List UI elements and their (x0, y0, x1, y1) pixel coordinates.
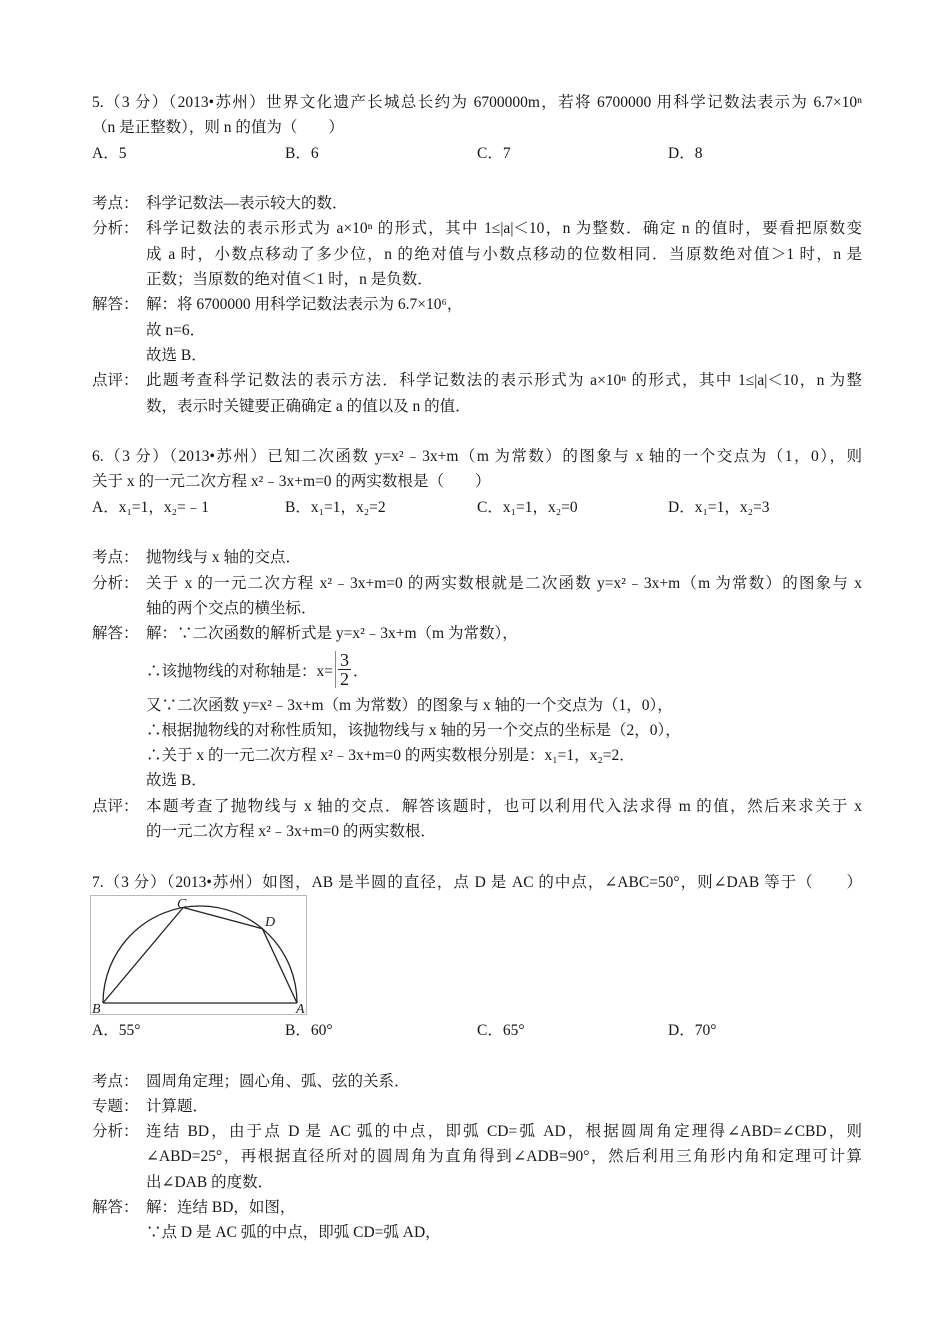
section-body (146, 1069, 862, 1094)
section-line: 的一元二次方程 x²﹣3x+m=0 的两实数根． (146, 823, 436, 841)
section-line: ∵点 D 是 AC 弧的中点，即弧 CD=弧 AD， (146, 1224, 441, 1242)
semicircle-diagram (91, 896, 306, 1014)
section-line: 故 n=6． (146, 321, 206, 339)
option-b: B．x₁=1，x₂=2 (285, 498, 386, 516)
point-label-a: A (296, 1001, 305, 1014)
fenxi-section (92, 1119, 950, 1195)
section-line: ∴根据抛物线的对称性质知，该抛物线与 x 轴的另一个交点的坐标是（2，0）， (146, 721, 681, 739)
question-stem (92, 444, 950, 495)
section-line: 出∠DAB 的度数． (146, 1173, 274, 1191)
dianping-section (92, 794, 950, 845)
section-body (146, 1119, 862, 1195)
option-c: C．x₁=1，x₂=0 (477, 498, 578, 516)
section-line: 解：将 6700000 用科学记数法表示为 6.7×10⁶， (146, 296, 463, 314)
kaodian-section (92, 191, 950, 216)
section-line: 又∵二次函数 y=x²﹣3x+m（m 为常数）的图象与 x 轴的一个交点为（1，0）， (146, 696, 673, 714)
section-label: 考点： (92, 549, 139, 567)
option-d: D．x₁=1，x₂=3 (668, 498, 770, 516)
chord-da (262, 929, 297, 1003)
axis-of-symmetry-line (146, 647, 862, 693)
question-7 (92, 870, 950, 1246)
section-line: 抛物线与 x 轴的交点． (146, 549, 302, 567)
stem-line: 7.（3 分）（2013•苏州）如图，AB 是半圆的直径，点 D 是 AC 的中点，∠ABC=50°，则∠DAB 等于（ ） (92, 873, 862, 891)
stem-line: 5.（3 分）（2013•苏州）世界文化遗产长城总长约为 6700000m，若将 6700000 用科学记数法表示为 6.7×10ⁿ (92, 94, 862, 111)
section-label: 分析： (92, 220, 139, 238)
section-label: 专题： (92, 1097, 139, 1115)
section-label: 解答： (92, 625, 139, 643)
option-b: B．6 (285, 144, 319, 162)
section-body (146, 1094, 862, 1119)
section-label: 点评： (92, 797, 139, 815)
section-body (146, 621, 862, 793)
options-row (92, 1018, 950, 1043)
option-a: A．x₁=1，x₂=﹣1 (92, 498, 209, 516)
fraction (335, 651, 351, 688)
option-d: D．8 (668, 144, 703, 162)
section-label: 分析： (92, 1123, 139, 1141)
jieda-section (92, 1195, 950, 1246)
fenxi-section (92, 216, 950, 292)
kaodian-section (92, 545, 950, 570)
section-line: 故选 B． (146, 346, 207, 364)
jieda-section (92, 292, 950, 368)
section-line: 解：连结 BD，如图， (146, 1198, 296, 1216)
section-line: 成 a 时，小数点移动了多少位，n 的绝对值与小数点移动的位数相同．当原数绝对值＞1 时，n 是 (146, 245, 862, 263)
semicircle-figure (90, 895, 307, 1015)
kaodian-section (92, 1069, 950, 1094)
option-b: B．60° (285, 1021, 333, 1039)
point-label-b: B (92, 1001, 101, 1014)
section-line: 本题考查了抛物线与 x 轴的交点．解答该题时，也可以利用代入法求得 m 的值，然后来求关于 x (146, 797, 862, 815)
question-6 (92, 444, 950, 844)
point-label-d: D (265, 914, 276, 930)
section-body (146, 794, 862, 845)
section-line: 计算题． (146, 1097, 209, 1115)
stem-line: 6.（3 分）（2013•苏州）已知二次函数 y=x²﹣3x+m（m 为常数）的图象与 x 轴的一个交点为（1，0），则 (92, 448, 862, 466)
options-row (92, 495, 950, 520)
option-c: C．7 (477, 144, 511, 162)
section-line: 轴的两个交点的横坐标． (146, 599, 317, 617)
stem-line: 关于 x 的一元二次方程 x²﹣3x+m=0 的两实数根是（ ） (92, 473, 491, 491)
option-d: D．70° (668, 1021, 717, 1039)
question-stem (92, 90, 950, 141)
axis-prefix: ∴该抛物线的对称轴是：x= (146, 662, 333, 680)
fraction-numerator: 3 (340, 650, 349, 671)
section-line: 连结 BD，由于点 D 是 AC 弧的中点，即弧 CD=弧 AD，根据圆周角定理得∠ABD=∠CBD，则 (146, 1123, 862, 1141)
section-line: ∠ABD=25°，再根据直径所对的圆周角为直角得到∠ADB=90°，然后利用三角形内角和定理可计算 (146, 1148, 862, 1166)
section-body (146, 1195, 862, 1246)
section-label: 解答： (92, 296, 139, 314)
section-body (146, 368, 862, 419)
section-line: 正数；当原数的绝对值＜1 时，n 是负数． (146, 271, 433, 289)
section-label: 点评： (92, 372, 139, 390)
options-row (92, 141, 950, 166)
fenxi-section (92, 571, 950, 622)
question-stem (92, 870, 950, 895)
section-line: 科学记数法的表示形式为 a×10ⁿ 的形式，其中 1≤|a|＜10，n 为整数．确定 n 的值时，要看把原数变 (146, 220, 862, 238)
section-line: 故选 B． (146, 772, 207, 790)
section-line: ∴关于 x 的一元二次方程 x²﹣3x+m=0 的两实数根分别是：x₁=1，x₂=2． (146, 747, 635, 765)
section-label: 分析： (92, 574, 139, 592)
section-body (146, 571, 862, 622)
section-body (146, 292, 862, 368)
stem-line: （n 是正整数），则 n 的值为（ ） (92, 119, 344, 137)
section-line: 科学记数法—表示较大的数． (146, 195, 348, 213)
option-c: C．65° (477, 1021, 525, 1039)
fraction-denominator: 2 (340, 669, 349, 690)
axis-suffix: ． (353, 662, 369, 680)
section-line: 数，表示时关键要正确确定 a 的值以及 n 的值． (146, 397, 471, 415)
dianping-section (92, 368, 950, 419)
question-5 (92, 90, 950, 419)
section-line: 此题考查科学记数法的表示方法．科学记数法的表示形式为 a×10ⁿ 的形式，其中 1≤|a|＜10，n 为整 (146, 372, 862, 390)
section-label: 考点： (92, 195, 139, 213)
option-a: A．55° (92, 1021, 141, 1039)
section-body (146, 191, 862, 216)
section-label: 解答： (92, 1198, 139, 1216)
chord-cd (183, 907, 262, 928)
section-body (146, 216, 862, 292)
section-line: 关于 x 的一元二次方程 x²﹣3x+m=0 的两实数根就是二次函数 y=x²﹣3x+m（m 为常数）的图象与 x (146, 574, 862, 592)
section-line: 解：∵二次函数的解析式是 y=x²﹣3x+m（m 为常数）， (146, 625, 518, 643)
zhuanti-section (92, 1094, 950, 1119)
section-label: 考点： (92, 1072, 139, 1090)
section-body (146, 545, 862, 570)
jieda-section (92, 621, 950, 793)
option-a: A．5 (92, 144, 127, 162)
point-label-c: C (177, 896, 187, 912)
section-line: 圆周角定理；圆心角、弧、弦的关系． (146, 1072, 410, 1090)
